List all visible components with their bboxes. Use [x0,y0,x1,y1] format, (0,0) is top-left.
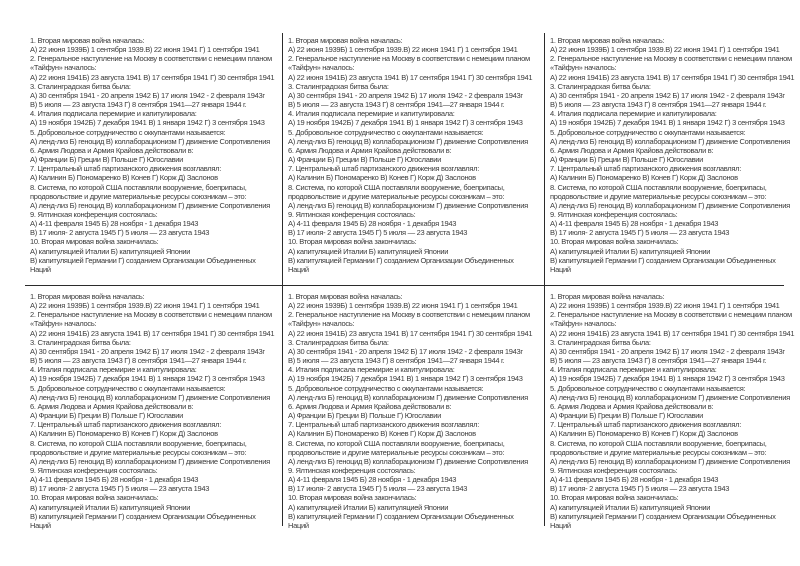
quiz-line: В) 17 июля- 2 августа 1945 Г) 5 июля — 23 августа 1943 [30,228,210,238]
quiz-line: А) 22 июня 1939Б) 1 сентября 1939.В) 22 июня 1941 Г) 1 сентября 1941 [550,301,780,311]
quiz-line: 6. Армия Людова и Армия Крайова действовали в: [550,145,714,155]
quiz-line: 3. Сталинградская битва была: [288,337,389,347]
quiz-line: А) ленд-лиз Б) геноцид В) коллаборационизм Г) движение Сопротивления [288,392,528,402]
quiz-line: В) 5 июля — 23 августа 1943 Г) 8 сентября 1941—27 января 1944 г. [550,100,767,110]
quiz-line: «Тайфун» началось: [30,63,97,73]
quiz-line: А) Калинин Б) Пономаренко В) Конев Г) Корж Д) Заслонов [550,173,738,183]
quiz-copy-6 [550,292,800,530]
quiz-line: Наций [550,264,571,274]
quiz-line: В) 5 июля — 23 августа 1943 Г) 8 сентября 1941—27 января 1944 г. [30,100,247,110]
quiz-line: 3. Сталинградская битва была: [550,337,651,347]
quiz-line: А) Франции Б) Греции В) Польше Г) Югославии [30,411,184,421]
quiz-line: А) капитуляцией Италии Б) капитуляцией Японии [288,502,449,512]
quiz-line: А) 19 ноября 1942Б) 7 декабря 1941 В) 1 января 1942 Г) 3 сентября 1943 [30,118,265,128]
quiz-line: А) 22 июня 1941Б) 23 августа 1941 В) 17 сентября 1941 Г) 30 сентября 1941 [288,72,533,82]
quiz-line: 5. Добровольное сотрудничество с оккупантами называется: [550,383,746,393]
quiz-line: А) Франции Б) Греции В) Польше Г) Югославии [550,411,704,421]
quiz-line: 6. Армия Людова и Армия Крайова действовали в: [550,401,714,411]
quiz-line: А) Калинин Б) Пономаренко В) Конев Г) Корж Д) Заслонов [30,429,218,439]
quiz-line: продовольствие и другие материальные ресурсы союзникам – это: [550,191,767,201]
quiz-line: В) капитуляцией Германии Г) созданием Организации Объединенных [550,255,776,265]
quiz-line: А) 22 июня 1939Б) 1 сентября 1939.В) 22 июня 1941 Г) 1 сентября 1941 [550,45,780,55]
quiz-line: 4. Италия подписала перемирие и капитулировала: [550,365,717,375]
quiz-line: В) 5 июля — 23 августа 1943 Г) 8 сентября 1941—27 января 1944 г. [288,100,505,110]
quiz-line: 3. Сталинградская битва была: [288,81,389,91]
quiz-line: 1. Вторая мировая война началась: [550,36,665,45]
quiz-copy-2 [288,36,540,274]
quiz-line: В) капитуляцией Германии Г) созданием Организации Объединенных [30,255,256,265]
quiz-line: 8. Система, по которой США поставляли вооружение, боеприпасы, [288,182,505,192]
quiz-line: А) Франции Б) Греции В) Польше Г) Югославии [30,155,184,165]
quiz-line: А) капитуляцией Италии Б) капитуляцией Японии [288,246,449,256]
quiz-line: В) 5 июля — 23 августа 1943 Г) 8 сентября 1941—27 января 1944 г. [550,356,767,366]
quiz-line: В) 17 июля- 2 августа 1945 Г) 5 июля — 23 августа 1943 [550,228,730,238]
quiz-line: 3. Сталинградская битва была: [550,81,651,91]
quiz-line: 7. Центральный штаб партизанского движения возглавлял: [550,164,741,174]
quiz-line: В) капитуляцией Германии Г) созданием Организации Объединенных [550,511,776,521]
quiz-line: В) 17 июля- 2 августа 1945 Г) 5 июля — 23 августа 1943 [550,484,730,494]
quiz-line: 2. Генеральное наступление на Москву в соответствии с немецким планом [550,310,792,320]
table-vertical-divider-2 [544,33,545,526]
quiz-line: Наций [288,520,309,530]
quiz-line: 5. Добровольное сотрудничество с оккупантами называется: [288,127,484,137]
quiz-line: 9. Ялтинская конференция состоялась: [30,465,158,475]
quiz-line: А) 30 сентября 1941 - 20 апреля 1942 Б) 17 июля 1942 - 2 февраля 1943г [30,346,265,356]
quiz-line: А) Франции Б) Греции В) Польше Г) Югославии [550,155,704,165]
quiz-line: 1. Вторая мировая война началась: [30,292,145,301]
table-horizontal-divider [25,285,784,286]
quiz-line: А) ленд-лиз Б) геноцид В) коллаборационизм Г) движение Сопротивления [550,136,790,146]
quiz-line: А) 30 сентября 1941 - 20 апреля 1942 Б) 17 июля 1942 - 2 февраля 1943г [30,90,265,100]
quiz-line: 10. Вторая мировая война закончилась: [30,493,159,503]
quiz-line: 7. Центральный штаб партизанского движения возглавлял: [30,164,221,174]
quiz-line: 10. Вторая мировая война закончилась: [550,237,679,247]
quiz-line: 10. Вторая мировая война закончилась: [550,493,679,503]
quiz-line: А) 22 июня 1941Б) 23 августа 1941 В) 17 сентября 1941 Г) 30 сентября 1941 [30,328,275,338]
quiz-line: 5. Добровольное сотрудничество с оккупантами называется: [550,127,746,137]
quiz-line: В) 17 июля- 2 августа 1945 Г) 5 июля — 23 августа 1943 [30,484,210,494]
quiz-line: «Тайфун» началось: [30,319,97,329]
quiz-line: А) 19 ноября 1942Б) 7 декабря 1941 В) 1 января 1942 Г) 3 сентября 1943 [288,374,523,384]
quiz-line: 8. Система, по которой США поставляли вооружение, боеприпасы, [288,438,505,448]
quiz-line: А) 22 июня 1939Б) 1 сентября 1939.В) 22 июня 1941 Г) 1 сентября 1941 [30,45,260,55]
quiz-line: А) капитуляцией Италии Б) капитуляцией Японии [30,246,191,256]
quiz-line: Наций [30,264,51,274]
quiz-line: Наций [288,264,309,274]
quiz-line: 5. Добровольное сотрудничество с оккупантами называется: [288,383,484,393]
quiz-line: В) 17 июля- 2 августа 1945 Г) 5 июля — 23 августа 1943 [288,228,468,238]
quiz-line: 2. Генеральное наступление на Москву в соответствии с немецким планом [288,54,530,64]
quiz-line: А) 19 ноября 1942Б) 7 декабря 1941 В) 1 января 1942 Г) 3 сентября 1943 [550,374,785,384]
quiz-line: 1. Вторая мировая война началась: [288,36,403,45]
quiz-line: 3. Сталинградская битва была: [30,337,131,347]
quiz-line: 8. Система, по которой США поставляли вооружение, боеприпасы, [550,182,767,192]
quiz-copy-1 [30,36,282,274]
quiz-line: 7. Центральный штаб партизанского движения возглавлял: [288,164,479,174]
quiz-line: «Тайфун» началось: [288,319,355,329]
quiz-line: А) 22 июня 1939Б) 1 сентября 1939.В) 22 июня 1941 Г) 1 сентября 1941 [288,301,518,311]
quiz-line: 4. Италия подписала перемирие и капитулировала: [30,365,197,375]
quiz-line: 4. Италия подписала перемирие и капитулировала: [288,109,455,119]
quiz-line: 4. Италия подписала перемирие и капитулировала: [288,365,455,375]
quiz-line: А) 30 сентября 1941 - 20 апреля 1942 Б) 17 июля 1942 - 2 февраля 1943г [288,346,523,356]
quiz-line: 1. Вторая мировая война началась: [30,36,145,45]
quiz-line: А) 4-11 февраля 1945 Б) 28 ноября - 1 декабря 1943 [288,475,457,485]
quiz-line: А) ленд-лиз Б) геноцид В) коллаборационизм Г) движение Сопротивления [30,456,270,466]
quiz-line: 8. Система, по которой США поставляли вооружение, боеприпасы, [30,438,247,448]
quiz-line: 7. Центральный штаб партизанского движения возглавлял: [288,420,479,430]
quiz-line: 4. Италия подписала перемирие и капитулировала: [550,109,717,119]
quiz-line: 10. Вторая мировая война закончилась: [288,493,417,503]
quiz-line: 7. Центральный штаб партизанского движения возглавлял: [550,420,741,430]
table-vertical-divider-1 [282,33,283,526]
quiz-line: А) 19 ноября 1942Б) 7 декабря 1941 В) 1 января 1942 Г) 3 сентября 1943 [30,374,265,384]
quiz-line: А) 22 июня 1941Б) 23 августа 1941 В) 17 сентября 1941 Г) 30 сентября 1941 [550,72,795,82]
quiz-line: 2. Генеральное наступление на Москву в соответствии с немецким планом [30,310,272,320]
quiz-line: А) 22 июня 1941Б) 23 августа 1941 В) 17 сентября 1941 Г) 30 сентября 1941 [288,328,533,338]
quiz-line: 6. Армия Людова и Армия Крайова действовали в: [288,401,452,411]
quiz-line: В) капитуляцией Германии Г) созданием Организации Объединенных [288,511,514,521]
quiz-line: В) 17 июля- 2 августа 1945 Г) 5 июля — 23 августа 1943 [288,484,468,494]
quiz-line: 6. Армия Людова и Армия Крайова действовали в: [30,145,194,155]
quiz-line: А) ленд-лиз Б) геноцид В) коллаборационизм Г) движение Сопротивления [30,136,270,146]
quiz-line: «Тайфун» началось: [550,63,617,73]
quiz-line: 2. Генеральное наступление на Москву в соответствии с немецким планом [30,54,272,64]
quiz-line: А) Калинин Б) Пономаренко В) Конев Г) Корж Д) Заслонов [30,173,218,183]
quiz-line: В) капитуляцией Германии Г) созданием Организации Объединенных [30,511,256,521]
quiz-line: В) капитуляцией Германии Г) созданием Организации Объединенных [288,255,514,265]
quiz-line: А) Франции Б) Греции В) Польше Г) Югославии [288,155,442,165]
quiz-line: А) Франции Б) Греции В) Польше Г) Югославии [288,411,442,421]
quiz-line: 9. Ялтинская конференция состоялась: [550,465,678,475]
quiz-copy-4 [30,292,282,530]
quiz-line: А) ленд-лиз Б) геноцид В) коллаборационизм Г) движение Сопротивления [288,456,528,466]
quiz-line: 8. Система, по которой США поставляли вооружение, боеприпасы, [550,438,767,448]
quiz-line: А) капитуляцией Италии Б) капитуляцией Японии [30,502,191,512]
quiz-copy-3 [550,36,800,274]
quiz-line: А) 4-11 февраля 1945 Б) 28 ноября - 1 декабря 1943 [550,219,719,229]
quiz-line: А) 30 сентября 1941 - 20 апреля 1942 Б) 17 июля 1942 - 2 февраля 1943г [550,346,785,356]
quiz-line: 1. Вторая мировая война началась: [288,292,403,301]
quiz-line: 9. Ялтинская конференция состоялась: [288,209,416,219]
quiz-line: 6. Армия Людова и Армия Крайова действовали в: [30,401,194,411]
quiz-line: А) ленд-лиз Б) геноцид В) коллаборационизм Г) движение Сопротивления [30,200,270,210]
quiz-line: А) ленд-лиз Б) геноцид В) коллаборационизм Г) движение Сопротивления [550,200,790,210]
quiz-line: 9. Ялтинская конференция состоялась: [30,209,158,219]
quiz-line: 3. Сталинградская битва была: [30,81,131,91]
quiz-line: «Тайфун» началось: [550,319,617,329]
quiz-line: продовольствие и другие материальные ресурсы союзникам – это: [288,191,505,201]
quiz-line: А) 22 июня 1941Б) 23 августа 1941 В) 17 сентября 1941 Г) 30 сентября 1941 [30,72,275,82]
quiz-line: А) ленд-лиз Б) геноцид В) коллаборационизм Г) движение Сопротивления [550,392,790,402]
quiz-line: А) ленд-лиз Б) геноцид В) коллаборационизм Г) движение Сопротивления [550,456,790,466]
quiz-line: 5. Добровольное сотрудничество с оккупантами называется: [30,127,226,137]
quiz-line: А) 19 ноября 1942Б) 7 декабря 1941 В) 1 января 1942 Г) 3 сентября 1943 [288,118,523,128]
quiz-line: А) ленд-лиз Б) геноцид В) коллаборационизм Г) движение Сопротивления [288,136,528,146]
quiz-line: А) 22 июня 1941Б) 23 августа 1941 В) 17 сентября 1941 Г) 30 сентября 1941 [550,328,795,338]
quiz-line: А) Калинин Б) Пономаренко В) Конев Г) Корж Д) Заслонов [288,429,476,439]
quiz-line: А) 30 сентября 1941 - 20 апреля 1942 Б) 17 июля 1942 - 2 февраля 1943г [550,90,785,100]
quiz-line: продовольствие и другие материальные ресурсы союзникам – это: [30,191,247,201]
quiz-line: А) ленд-лиз Б) геноцид В) коллаборационизм Г) движение Сопротивления [288,200,528,210]
quiz-copy-5 [288,292,540,530]
quiz-line: Наций [550,520,571,530]
quiz-line: «Тайфун» началось: [288,63,355,73]
quiz-line: А) 30 сентября 1941 - 20 апреля 1942 Б) 17 июля 1942 - 2 февраля 1943г [288,90,523,100]
quiz-line: 5. Добровольное сотрудничество с оккупантами называется: [30,383,226,393]
quiz-line: Наций [30,520,51,530]
quiz-line: 2. Генеральное наступление на Москву в соответствии с немецким планом [288,310,530,320]
quiz-line: А) 4-11 февраля 1945 Б) 28 ноября - 1 декабря 1943 [550,475,719,485]
quiz-line: 8. Система, по которой США поставляли вооружение, боеприпасы, [30,182,247,192]
quiz-line: 9. Ялтинская конференция состоялась: [288,465,416,475]
quiz-line: 10. Вторая мировая война закончилась: [30,237,159,247]
quiz-line: 10. Вторая мировая война закончилась: [288,237,417,247]
quiz-line: А) 22 июня 1939Б) 1 сентября 1939.В) 22 июня 1941 Г) 1 сентября 1941 [288,45,518,55]
quiz-line: А) 4-11 февраля 1945 Б) 28 ноября - 1 декабря 1943 [30,219,199,229]
quiz-line: 4. Италия подписала перемирие и капитулировала: [30,109,197,119]
quiz-line: 6. Армия Людова и Армия Крайова действовали в: [288,145,452,155]
quiz-line: А) капитуляцией Италии Б) капитуляцией Японии [550,502,711,512]
quiz-line: А) капитуляцией Италии Б) капитуляцией Японии [550,246,711,256]
quiz-line: продовольствие и другие материальные ресурсы союзникам – это: [550,447,767,457]
quiz-line: А) 4-11 февраля 1945 Б) 28 ноября - 1 декабря 1943 [288,219,457,229]
quiz-line: 1. Вторая мировая война началась: [550,292,665,301]
quiz-line: 2. Генеральное наступление на Москву в соответствии с немецким планом [550,54,792,64]
quiz-line: А) Калинин Б) Пономаренко В) Конев Г) Корж Д) Заслонов [550,429,738,439]
quiz-line: В) 5 июля — 23 августа 1943 Г) 8 сентября 1941—27 января 1944 г. [30,356,247,366]
quiz-line: В) 5 июля — 23 августа 1943 Г) 8 сентября 1941—27 января 1944 г. [288,356,505,366]
quiz-line: А) 22 июня 1939Б) 1 сентября 1939.В) 22 июня 1941 Г) 1 сентября 1941 [30,301,260,311]
quiz-line: А) Калинин Б) Пономаренко В) Конев Г) Корж Д) Заслонов [288,173,476,183]
quiz-line: продовольствие и другие материальные ресурсы союзникам – это: [288,447,505,457]
quiz-line: 9. Ялтинская конференция состоялась: [550,209,678,219]
quiz-line: А) 4-11 февраля 1945 Б) 28 ноября - 1 декабря 1943 [30,475,199,485]
quiz-line: А) 19 ноября 1942Б) 7 декабря 1941 В) 1 января 1942 Г) 3 сентября 1943 [550,118,785,128]
quiz-line: 7. Центральный штаб партизанского движения возглавлял: [30,420,221,430]
quiz-line: А) ленд-лиз Б) геноцид В) коллаборационизм Г) движение Сопротивления [30,392,270,402]
quiz-line: продовольствие и другие материальные ресурсы союзникам – это: [30,447,247,457]
